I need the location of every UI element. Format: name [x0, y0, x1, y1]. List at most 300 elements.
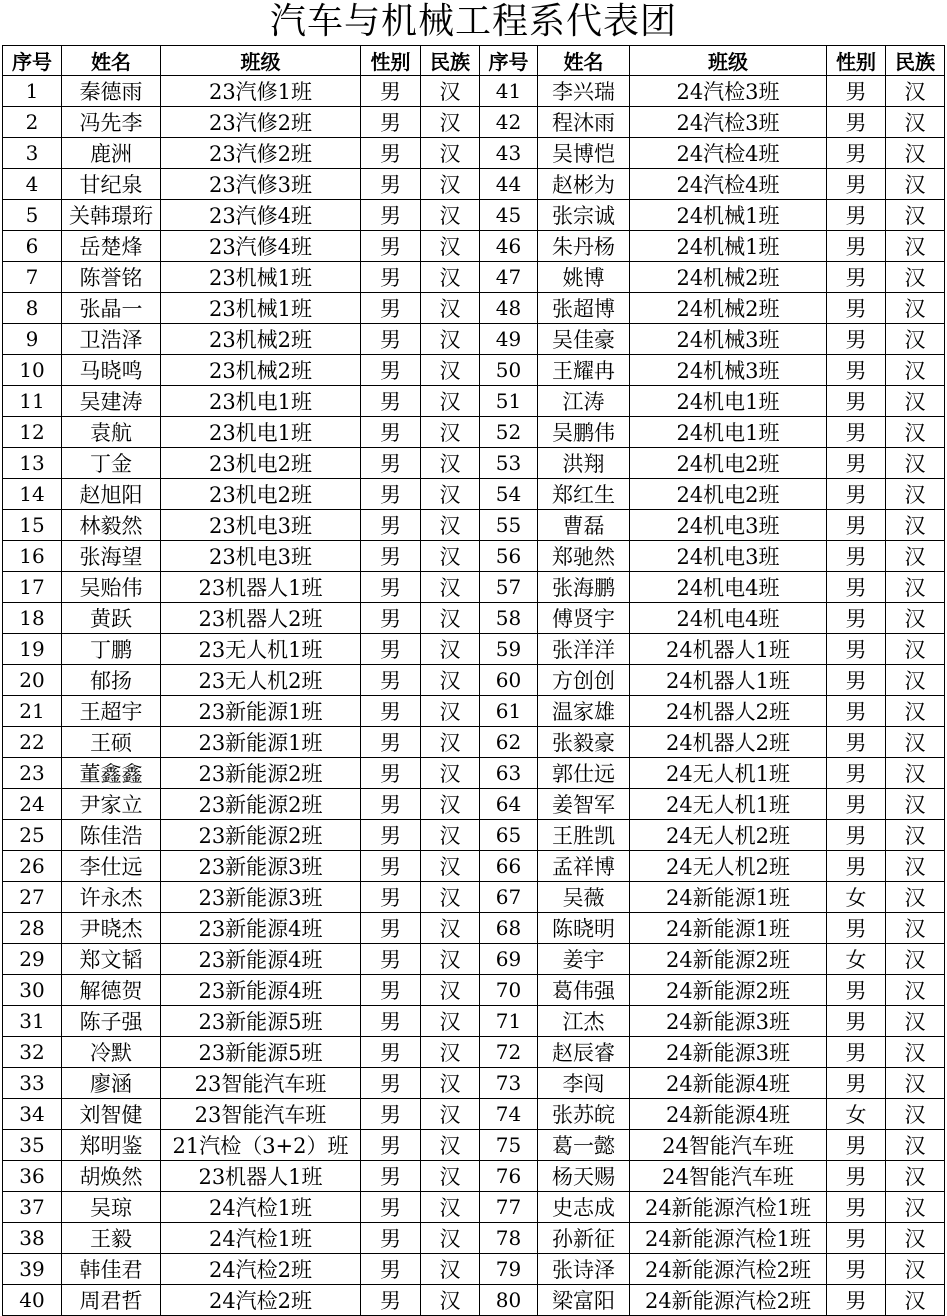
cell-index: 19	[3, 634, 62, 665]
cell-index: 62	[480, 727, 538, 758]
cell-class: 24新能源4班	[630, 1068, 827, 1099]
cell-gender: 男	[361, 944, 421, 975]
cell-ethnicity: 汉	[886, 448, 945, 479]
cell-ethnicity: 汉	[421, 727, 480, 758]
table-row	[3, 944, 945, 975]
cell-ethnicity: 汉	[421, 169, 480, 200]
cell-index: 33	[3, 1068, 62, 1099]
cell-gender: 男	[361, 386, 421, 417]
cell-gender: 男	[361, 479, 421, 510]
cell-gender: 男	[827, 1285, 886, 1316]
cell-class: 24新能源1班	[630, 882, 827, 913]
cell-index: 10	[3, 355, 62, 386]
cell-name: 董鑫鑫	[62, 758, 161, 789]
cell-class: 23机械1班	[161, 262, 361, 293]
cell-index: 12	[3, 417, 62, 448]
cell-index: 11	[3, 386, 62, 417]
cell-ethnicity: 汉	[886, 851, 945, 882]
cell-gender: 男	[361, 1285, 421, 1316]
cell-index: 8	[3, 293, 62, 324]
cell-gender: 男	[361, 696, 421, 727]
cell-name: 张毅豪	[538, 727, 630, 758]
cell-name: 陈子强	[62, 1006, 161, 1037]
cell-gender: 男	[361, 138, 421, 169]
cell-ethnicity: 汉	[421, 448, 480, 479]
cell-gender: 女	[827, 1099, 886, 1130]
cell-ethnicity: 汉	[421, 1192, 480, 1223]
cell-gender: 男	[827, 1161, 886, 1192]
cell-index: 17	[3, 572, 62, 603]
cell-ethnicity: 汉	[421, 479, 480, 510]
cell-class: 23汽修3班	[161, 169, 361, 200]
cell-class: 24汽检4班	[630, 169, 827, 200]
cell-class: 24机械2班	[630, 293, 827, 324]
table-row	[3, 386, 945, 417]
cell-ethnicity: 汉	[886, 789, 945, 820]
cell-ethnicity: 汉	[886, 1099, 945, 1130]
cell-gender: 男	[361, 1099, 421, 1130]
cell-index: 71	[480, 1006, 538, 1037]
cell-ethnicity: 汉	[886, 76, 945, 107]
cell-index: 40	[3, 1285, 62, 1316]
cell-class: 24无人机2班	[630, 851, 827, 882]
cell-gender: 男	[827, 1223, 886, 1254]
cell-ethnicity: 汉	[886, 1006, 945, 1037]
cell-gender: 男	[827, 665, 886, 696]
cell-ethnicity: 汉	[886, 262, 945, 293]
cell-gender: 男	[827, 603, 886, 634]
cell-ethnicity: 汉	[421, 324, 480, 355]
cell-class: 23无人机2班	[161, 665, 361, 696]
cell-ethnicity: 汉	[421, 355, 480, 386]
cell-index: 45	[480, 200, 538, 231]
table-row	[3, 262, 945, 293]
cell-ethnicity: 汉	[421, 820, 480, 851]
cell-ethnicity: 汉	[886, 696, 945, 727]
cell-class: 23新能源2班	[161, 758, 361, 789]
cell-index: 60	[480, 665, 538, 696]
cell-name: 葛伟强	[538, 975, 630, 1006]
cell-name: 史志成	[538, 1192, 630, 1223]
cell-name: 刘智健	[62, 1099, 161, 1130]
cell-name: 姜智军	[538, 789, 630, 820]
cell-ethnicity: 汉	[886, 355, 945, 386]
cell-ethnicity: 汉	[886, 1068, 945, 1099]
cell-class: 23机器人1班	[161, 572, 361, 603]
cell-name: 王胜凯	[538, 820, 630, 851]
cell-gender: 男	[827, 169, 886, 200]
cell-class: 24机器人2班	[630, 727, 827, 758]
table-row	[3, 324, 945, 355]
cell-class: 24新能源1班	[630, 913, 827, 944]
cell-index: 23	[3, 758, 62, 789]
cell-ethnicity: 汉	[421, 882, 480, 913]
cell-class: 24机电2班	[630, 479, 827, 510]
cell-name: 吴贻伟	[62, 572, 161, 603]
cell-ethnicity: 汉	[421, 1254, 480, 1285]
cell-name: 杨天赐	[538, 1161, 630, 1192]
roster-body	[3, 76, 945, 1316]
cell-ethnicity: 汉	[421, 913, 480, 944]
cell-ethnicity: 汉	[421, 1130, 480, 1161]
cell-index: 41	[480, 76, 538, 107]
cell-gender: 女	[827, 882, 886, 913]
cell-class: 24新能源3班	[630, 1037, 827, 1068]
cell-class: 24机器人1班	[630, 634, 827, 665]
cell-index: 48	[480, 293, 538, 324]
cell-name: 廖涵	[62, 1068, 161, 1099]
roster-table	[2, 45, 945, 1316]
cell-name: 关韩璟珩	[62, 200, 161, 231]
cell-class: 24机器人2班	[630, 696, 827, 727]
cell-ethnicity: 汉	[421, 1161, 480, 1192]
cell-index: 46	[480, 231, 538, 262]
cell-index: 52	[480, 417, 538, 448]
cell-class: 23机电3班	[161, 541, 361, 572]
cell-gender: 男	[827, 1254, 886, 1285]
cell-class: 23新能源1班	[161, 727, 361, 758]
cell-gender: 男	[361, 107, 421, 138]
cell-class: 23新能源4班	[161, 913, 361, 944]
cell-ethnicity: 汉	[886, 758, 945, 789]
cell-name: 王硕	[62, 727, 161, 758]
cell-class: 24机械1班	[630, 231, 827, 262]
header-cell-class: 班级	[161, 46, 361, 76]
cell-gender: 男	[361, 355, 421, 386]
cell-name: 许永杰	[62, 882, 161, 913]
cell-name: 林毅然	[62, 510, 161, 541]
cell-index: 3	[3, 138, 62, 169]
cell-ethnicity: 汉	[886, 107, 945, 138]
cell-name: 韩佳君	[62, 1254, 161, 1285]
cell-gender: 男	[361, 448, 421, 479]
cell-index: 75	[480, 1130, 538, 1161]
cell-name: 陈誉铭	[62, 262, 161, 293]
cell-gender: 男	[361, 1006, 421, 1037]
table-row	[3, 1099, 945, 1130]
cell-ethnicity: 汉	[421, 107, 480, 138]
cell-index: 51	[480, 386, 538, 417]
cell-gender: 男	[827, 913, 886, 944]
cell-index: 16	[3, 541, 62, 572]
cell-class: 24新能源2班	[630, 975, 827, 1006]
cell-gender: 男	[361, 1223, 421, 1254]
cell-name: 孟祥博	[538, 851, 630, 882]
cell-name: 王毅	[62, 1223, 161, 1254]
cell-gender: 男	[361, 1130, 421, 1161]
table-row	[3, 1254, 945, 1285]
cell-name: 吴佳豪	[538, 324, 630, 355]
cell-ethnicity: 汉	[421, 634, 480, 665]
cell-ethnicity: 汉	[421, 758, 480, 789]
cell-name: 温家雄	[538, 696, 630, 727]
cell-class: 24新能源汽检2班	[630, 1285, 827, 1316]
cell-gender: 男	[827, 1006, 886, 1037]
cell-gender: 男	[361, 1192, 421, 1223]
cell-gender: 男	[827, 975, 886, 1006]
page-title: 汽车与机械工程系代表团	[269, 1, 677, 42]
cell-class: 24汽检1班	[161, 1192, 361, 1223]
cell-gender: 男	[827, 262, 886, 293]
cell-name: 张诗泽	[538, 1254, 630, 1285]
cell-gender: 男	[361, 603, 421, 634]
cell-ethnicity: 汉	[886, 1192, 945, 1223]
cell-class: 23机械2班	[161, 355, 361, 386]
cell-class: 24机械2班	[630, 262, 827, 293]
cell-index: 24	[3, 789, 62, 820]
cell-name: 周君哲	[62, 1285, 161, 1316]
cell-class: 24新能源汽检2班	[630, 1254, 827, 1285]
cell-index: 74	[480, 1099, 538, 1130]
cell-name: 方创创	[538, 665, 630, 696]
cell-index: 55	[480, 510, 538, 541]
cell-index: 6	[3, 231, 62, 262]
cell-index: 26	[3, 851, 62, 882]
cell-class: 23无人机1班	[161, 634, 361, 665]
cell-ethnicity: 汉	[421, 262, 480, 293]
cell-class: 24机电1班	[630, 386, 827, 417]
table-row	[3, 603, 945, 634]
cell-index: 61	[480, 696, 538, 727]
cell-index: 49	[480, 324, 538, 355]
cell-gender: 男	[361, 634, 421, 665]
cell-class: 21汽检（3+2）班	[161, 1130, 361, 1161]
cell-name: 吴鹏伟	[538, 417, 630, 448]
cell-ethnicity: 汉	[421, 1037, 480, 1068]
cell-index: 73	[480, 1068, 538, 1099]
cell-name: 张宗诚	[538, 200, 630, 231]
cell-gender: 男	[361, 262, 421, 293]
header-cell-index: 序号	[480, 46, 538, 76]
header-row	[3, 46, 945, 76]
cell-gender: 男	[827, 851, 886, 882]
cell-class: 23汽修2班	[161, 138, 361, 169]
cell-class: 24机电1班	[630, 417, 827, 448]
cell-index: 29	[3, 944, 62, 975]
cell-ethnicity: 汉	[886, 293, 945, 324]
cell-name: 冷默	[62, 1037, 161, 1068]
cell-class: 23智能汽车班	[161, 1068, 361, 1099]
cell-gender: 男	[827, 541, 886, 572]
cell-index: 80	[480, 1285, 538, 1316]
cell-index: 31	[3, 1006, 62, 1037]
cell-ethnicity: 汉	[421, 200, 480, 231]
cell-ethnicity: 汉	[421, 1099, 480, 1130]
cell-ethnicity: 汉	[421, 944, 480, 975]
cell-gender: 女	[827, 944, 886, 975]
cell-ethnicity: 汉	[886, 541, 945, 572]
cell-class: 24新能源4班	[630, 1099, 827, 1130]
table-row	[3, 789, 945, 820]
cell-gender: 男	[361, 76, 421, 107]
cell-gender: 男	[827, 510, 886, 541]
cell-gender: 男	[361, 417, 421, 448]
header-cell-ethnicity: 民族	[421, 46, 480, 76]
cell-name: 马晓鸣	[62, 355, 161, 386]
table-row	[3, 975, 945, 1006]
cell-index: 66	[480, 851, 538, 882]
cell-class: 24智能汽车班	[630, 1130, 827, 1161]
cell-gender: 男	[827, 696, 886, 727]
table-row	[3, 1006, 945, 1037]
cell-name: 岳楚烽	[62, 231, 161, 262]
cell-name: 傅贤宇	[538, 603, 630, 634]
table-row	[3, 1192, 945, 1223]
cell-name: 黄跃	[62, 603, 161, 634]
cell-ethnicity: 汉	[886, 1223, 945, 1254]
cell-ethnicity: 汉	[886, 1285, 945, 1316]
cell-gender: 男	[361, 975, 421, 1006]
cell-ethnicity: 汉	[421, 386, 480, 417]
cell-class: 23汽修4班	[161, 231, 361, 262]
cell-ethnicity: 汉	[886, 913, 945, 944]
cell-gender: 男	[827, 727, 886, 758]
cell-gender: 男	[827, 820, 886, 851]
cell-class: 24新能源汽检1班	[630, 1223, 827, 1254]
cell-gender: 男	[361, 1161, 421, 1192]
header-cell-name: 姓名	[538, 46, 630, 76]
cell-class: 23新能源5班	[161, 1037, 361, 1068]
cell-gender: 男	[827, 572, 886, 603]
cell-ethnicity: 汉	[886, 820, 945, 851]
cell-name: 吴博恺	[538, 138, 630, 169]
table-row	[3, 1285, 945, 1316]
cell-name: 郑文韬	[62, 944, 161, 975]
table-row	[3, 727, 945, 758]
cell-name: 张超博	[538, 293, 630, 324]
table-row	[3, 138, 945, 169]
table-row	[3, 1068, 945, 1099]
cell-class: 24机电4班	[630, 603, 827, 634]
cell-class: 24新能源3班	[630, 1006, 827, 1037]
cell-ethnicity: 汉	[421, 696, 480, 727]
cell-class: 24汽检4班	[630, 138, 827, 169]
cell-index: 50	[480, 355, 538, 386]
cell-ethnicity: 汉	[421, 975, 480, 1006]
cell-class: 23机电1班	[161, 386, 361, 417]
table-row	[3, 293, 945, 324]
cell-name: 胡焕然	[62, 1161, 161, 1192]
cell-gender: 男	[827, 758, 886, 789]
cell-index: 38	[3, 1223, 62, 1254]
cell-gender: 男	[827, 1068, 886, 1099]
cell-class: 23机器人1班	[161, 1161, 361, 1192]
cell-ethnicity: 汉	[421, 665, 480, 696]
cell-name: 赵辰睿	[538, 1037, 630, 1068]
cell-gender: 男	[827, 107, 886, 138]
cell-index: 78	[480, 1223, 538, 1254]
cell-index: 59	[480, 634, 538, 665]
cell-index: 28	[3, 913, 62, 944]
table-row	[3, 417, 945, 448]
cell-class: 24汽检2班	[161, 1285, 361, 1316]
cell-gender: 男	[827, 138, 886, 169]
cell-ethnicity: 汉	[421, 1223, 480, 1254]
cell-class: 23新能源2班	[161, 789, 361, 820]
cell-gender: 男	[827, 386, 886, 417]
cell-ethnicity: 汉	[886, 1254, 945, 1285]
cell-class: 23新能源2班	[161, 820, 361, 851]
cell-class: 24智能汽车班	[630, 1161, 827, 1192]
cell-name: 吴薇	[538, 882, 630, 913]
cell-index: 4	[3, 169, 62, 200]
cell-gender: 男	[827, 355, 886, 386]
cell-name: 江杰	[538, 1006, 630, 1037]
cell-name: 张苏皖	[538, 1099, 630, 1130]
cell-gender: 男	[827, 1130, 886, 1161]
cell-name: 袁航	[62, 417, 161, 448]
cell-gender: 男	[361, 727, 421, 758]
cell-index: 5	[3, 200, 62, 231]
cell-gender: 男	[361, 1254, 421, 1285]
cell-ethnicity: 汉	[886, 169, 945, 200]
cell-name: 卫浩泽	[62, 324, 161, 355]
cell-index: 56	[480, 541, 538, 572]
table-row	[3, 1037, 945, 1068]
cell-gender: 男	[361, 851, 421, 882]
cell-gender: 男	[827, 1192, 886, 1223]
cell-ethnicity: 汉	[421, 1285, 480, 1316]
header-cell-ethnicity: 民族	[886, 46, 945, 76]
cell-gender: 男	[827, 789, 886, 820]
cell-ethnicity: 汉	[421, 851, 480, 882]
cell-class: 23机电2班	[161, 479, 361, 510]
cell-name: 张海鹏	[538, 572, 630, 603]
cell-class: 23新能源4班	[161, 944, 361, 975]
cell-index: 69	[480, 944, 538, 975]
cell-name: 尹家立	[62, 789, 161, 820]
cell-name: 李闯	[538, 1068, 630, 1099]
cell-name: 曹磊	[538, 510, 630, 541]
cell-class: 23新能源1班	[161, 696, 361, 727]
cell-index: 64	[480, 789, 538, 820]
cell-class: 24机电2班	[630, 448, 827, 479]
table-row	[3, 1223, 945, 1254]
cell-class: 24机电3班	[630, 510, 827, 541]
cell-name: 李仕远	[62, 851, 161, 882]
cell-gender: 男	[827, 76, 886, 107]
cell-ethnicity: 汉	[886, 386, 945, 417]
cell-name: 甘纪泉	[62, 169, 161, 200]
table-row	[3, 572, 945, 603]
cell-index: 57	[480, 572, 538, 603]
cell-gender: 男	[361, 293, 421, 324]
cell-name: 吴建涛	[62, 386, 161, 417]
cell-class: 24机械3班	[630, 324, 827, 355]
cell-gender: 男	[827, 479, 886, 510]
cell-name: 秦德雨	[62, 76, 161, 107]
cell-index: 20	[3, 665, 62, 696]
table-row	[3, 665, 945, 696]
cell-ethnicity: 汉	[421, 417, 480, 448]
cell-index: 70	[480, 975, 538, 1006]
cell-index: 32	[3, 1037, 62, 1068]
cell-name: 尹晓杰	[62, 913, 161, 944]
table-row	[3, 355, 945, 386]
cell-index: 43	[480, 138, 538, 169]
cell-index: 76	[480, 1161, 538, 1192]
cell-index: 54	[480, 479, 538, 510]
cell-class: 24汽检1班	[161, 1223, 361, 1254]
cell-name: 丁金	[62, 448, 161, 479]
cell-gender: 男	[361, 1068, 421, 1099]
cell-ethnicity: 汉	[421, 603, 480, 634]
cell-class: 24无人机1班	[630, 789, 827, 820]
cell-gender: 男	[361, 1037, 421, 1068]
cell-class: 24机器人1班	[630, 665, 827, 696]
cell-index: 67	[480, 882, 538, 913]
cell-index: 18	[3, 603, 62, 634]
